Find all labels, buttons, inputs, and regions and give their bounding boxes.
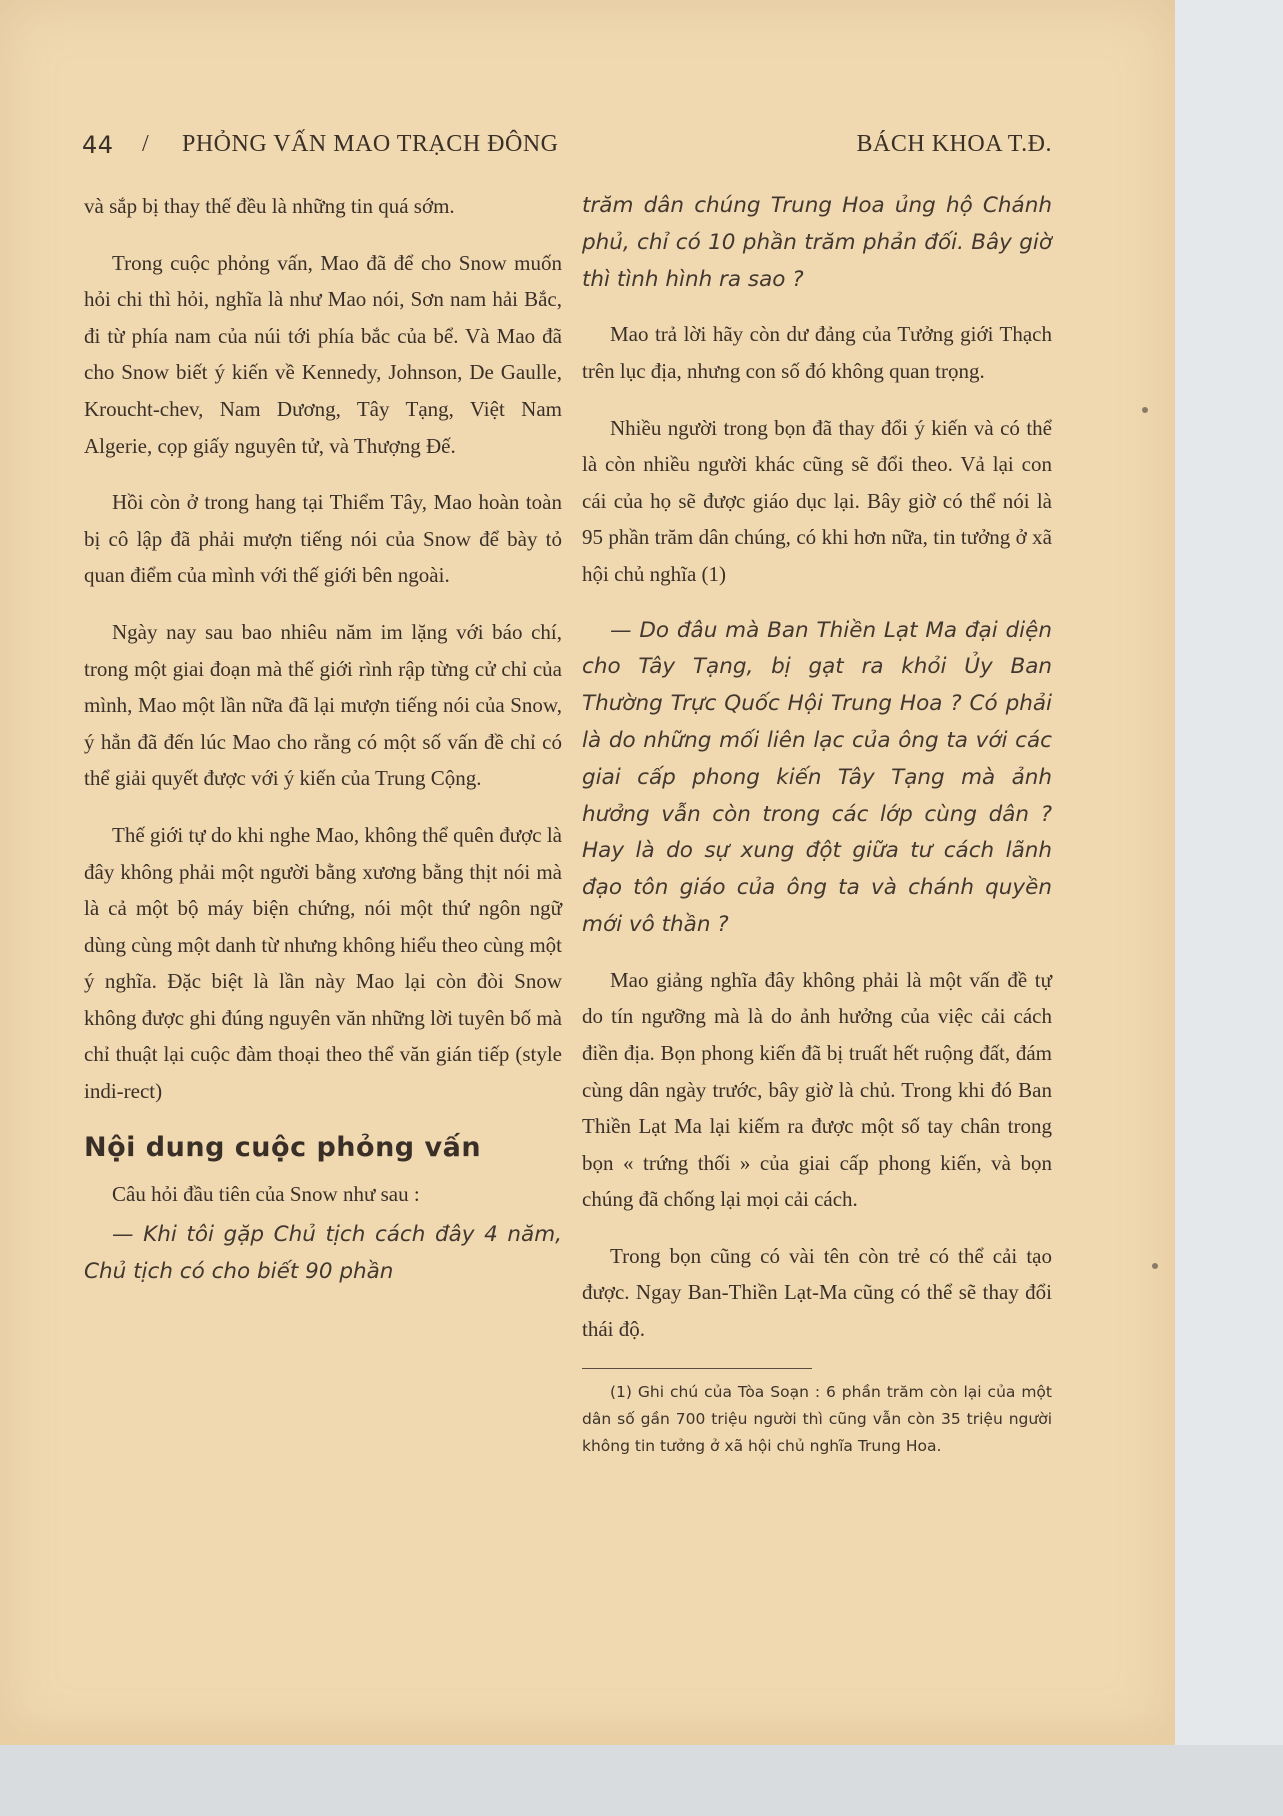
paragraph: Trong cuộc phỏng vấn, Mao đã để cho Snow muốn hỏi chi thì hỏi, nghĩa là như Mao nói, Sơn nam hải Bắc, đi từ phía nam của núi tới phía bắc của bể. Và Mao đã cho Snow biết ý kiến về Kennedy, Johnson, De Gaulle, Kroucht-chev, Nam Dương, Tây Tạng, Việt Nam Algerie, cọp giấy nguyên tử, và Thượng Đế. [84, 250, 562, 458]
paragraph: Trong bọn cũng có vài tên còn trẻ có thể cải tạo được. Ngay Ban-Thiền Lạt-Ma cũng có thể sẽ thay đổi thái độ. [582, 1243, 1052, 1342]
paragraph: và sắp bị thay thế đều là những tin quá sớm. [84, 194, 455, 218]
section-heading: Nội dung cuộc phỏng vấn [84, 1131, 482, 1163]
header-separator: / [142, 131, 150, 157]
footnote: (1) Ghi chú của Tòa Soạn : 6 phần trăm còn lại của một dân số gần 700 triệu người thì cũng vẫn còn 35 triệu người không tin tưởng ở xã hội chủ nghĩa Trung Hoa. [582, 1382, 1052, 1455]
publication-name: BÁCH KHOA T.Đ. [856, 131, 1052, 157]
scan-speck [1152, 1263, 1158, 1269]
scan-background-bottom [0, 1745, 1283, 1816]
paragraph: Hồi còn ở trong hang tại Thiểm Tây, Mao hoàn toàn bị cô lập đã phải mượn tiếng nói của Snow để bày tỏ quan điểm của mình với thế giới bên ngoài. [84, 490, 562, 588]
question-text: trăm dân chúng Trung Hoa ủng hộ Chánh phủ, chỉ có 10 phần trăm phản đối. Bây giờ thì tình hình ra sao ? [582, 193, 1052, 292]
paragraph: Mao giảng nghĩa đây không phải là một vấn đề tự do tín ngưỡng mà là do ảnh hưởng của việc cải cách điền địa. Bọn phong kiến đã bị truất hết ruộng đất, đám cùng dân ngày trước, bây giờ là chủ. Trong khi đó Ban Thiền Lạt Ma lại kiếm ra được một số tay chân trong bọn « trứng thối » của giai cấp phong kiến, và bọn chúng đã chống lại mọi cải cách. [582, 967, 1052, 1212]
question-text: — Khi tôi gặp Chủ tịch cách đây 4 năm, Chủ tịch có cho biết 90 phần [84, 1221, 562, 1284]
scan-background-right [1175, 0, 1283, 1816]
paragraph: Mao trả lời hãy còn dư đảng của Tưởng giới Thạch trên lục địa, nhưng con số đó không quan trọng. [582, 322, 1052, 383]
footnote-rule [582, 1368, 812, 1369]
paragraph: Nhiều người trong bọn đã thay đổi ý kiến và có thể là còn nhiều người khác cũng sẽ đổi theo. Vả lại con cái của họ sẽ được giáo dục lại. Bây giờ có thể nói là 95 phần trăm dân chúng, có khi hơn nữa, tin tưởng ở xã hội chủ nghĩa (1) [582, 415, 1052, 586]
left-column [84, 188, 562, 1698]
running-title: PHỎNG VẤN MAO TRẠCH ĐÔNG [182, 131, 559, 157]
paragraph: Ngày nay sau bao nhiêu năm im lặng với báo chí, trong một giai đoạn mà thế giới rình rập từng cử chỉ của mình, Mao một lần nữa đã lại mượn tiếng nói của Snow, ý hẳn đã đến lúc Mao cho rằng có một số vấn đề chỉ có thể giải quyết được với ý kiến của Trung Cộng. [84, 619, 562, 791]
running-header [82, 127, 1052, 167]
paragraph: Câu hỏi đầu tiên của Snow như sau : [112, 1182, 420, 1207]
page-number: 44 [82, 131, 114, 159]
scan-speck [1142, 407, 1148, 413]
right-column [582, 188, 1052, 1698]
paragraph: Thế giới tự do khi nghe Mao, không thể quên được là đây không phải một người bằng xương bằng thịt nói mà là cả một bộ máy biện chứng, nói một thứ ngôn ngữ dùng cùng một danh từ nhưng không hiểu theo cùng một ý nghĩa. Đặc biệt là lần này Mao lại còn đòi Snow không được ghi đúng nguyên văn những lời tuyên bố mà chỉ thuật lại cuộc đàm thoại theo thể văn gián tiếp (style indi-rect) [84, 822, 562, 1104]
question-text: — Do đâu mà Ban Thiền Lạt Ma đại diện cho Tây Tạng, bị gạt ra khỏi Ủy Ban Thường Trực Quốc Hội Trung Hoa ? Có phải là do những mối liên lạc của ông ta với các giai cấp phong kiến Tây Tạng mà ảnh hưởng vẫn còn trong các lớp cùng dân ? Hay là do sự xung đột giữa tư cách lãnh đạo tôn giáo của ông ta và chánh quyền mới vô thần ? [582, 617, 1052, 937]
